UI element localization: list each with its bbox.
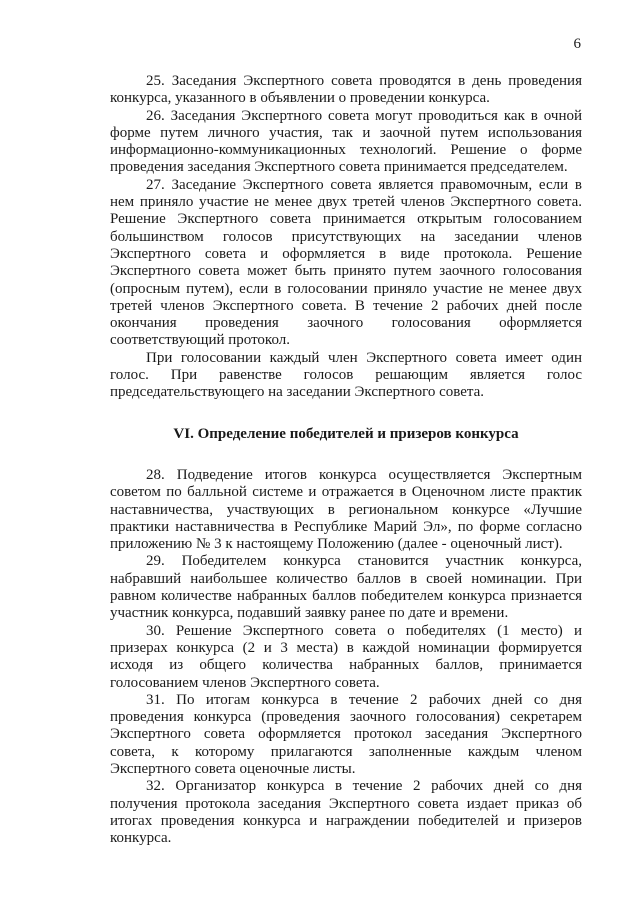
paragraph-26: 26. Заседания Экспертного совета могут проводиться как в очной форме путем личного участия, так и заочной путем использования информационно-коммуникационных технологий. Решение о форме проведения заседания Экспертного совета принимается председателем. [110,107,582,176]
document-body [110,73,582,847]
paragraph-25: 25. Заседания Экспертного совета проводятся в день проведения конкурса, указанного в объявлении о проведении конкурса. [110,73,582,107]
paragraph-28: 28. Подведение итогов конкурса осуществляется Экспертным советом по балльной системе и отражается в Оценочном листе практик наставничества, участвующих в региональном конкурсе «Лучшие практики наставничества в Республике Марий Эл», по форме согласно приложению № 3 к настоящему Положению (далее - оценочный лист). [110,466,582,553]
paragraph-31: 31. По итогам конкурса в течение 2 рабочих дней со дня проведения конкурса (проведения заочного голосования) секретарем Экспертного совета оформляется протокол заседания Экспертного совета, к которому прилагаются заполненные каждым членом Экспертного совета оценочные листы. [110,691,582,777]
paragraph-29: 29. Победителем конкурса становится участник конкурса, набравший наибольшее количество баллов в своей номинации. При равном количестве набранных баллов победителем конкурса признается участник конкурса, подавший заявку ранее по дате и времени. [110,553,582,622]
paragraph-27: 27. Заседание Экспертного совета является правомочным, если в нем приняло участие не менее двух третей членов Экспертного совета. Решение Экспертного совета принимается открытым голосованием большинством голосов присутствующих на заседании членов Экспертного совета и оформляется в виде протокола. Решение Экспертного совета может быть принято путем заочного голосования (опросным путем), если в голосовании приняло участие не менее двух третей членов Экспертного совета. В течение 2 рабочих дней после окончания проведения заочного голосования оформляется соответствующий протокол. [110,176,582,349]
paragraph-voting: При голосовании каждый член Экспертного совета имеет один голос. При равенстве голосов решающим является голос председательствующего на заседании Экспертного совета. [110,349,582,401]
page-number: 6 [573,36,581,52]
section-heading: VI. Определение победителей и призеров конкурса [173,425,519,442]
paragraph-32: 32. Организатор конкурса в течение 2 рабочих дней со дня получения протокола заседания Экспертного совета издает приказ об итогах проведения конкурса и награждении победителей и призеров конкурса. [110,778,582,847]
paragraph-30: 30. Решение Экспертного совета о победителях (1 место) и призерах конкурса (2 и 3 места) в каждой номинации формируется исходя из общего количества набранных баллов, принимается голосованием членов Экспертного совета. [110,622,582,691]
